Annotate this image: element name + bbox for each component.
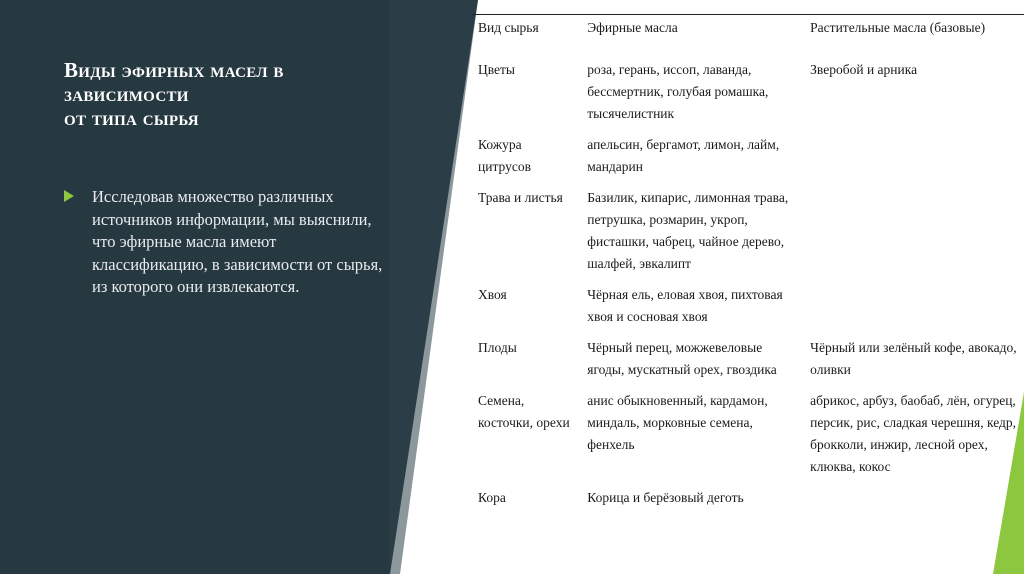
cell-essential-oils: Корица и берёзовый деготь [587, 490, 744, 505]
table-header-row [472, 15, 1024, 60]
cell-essential-oils: роза, герань, иссоп, лаванда, бессмертник, голубая ромашка, тысячелистник [587, 62, 769, 121]
cell-base-oils: Чёрный или зелёный кофе, авокадо, оливки [810, 340, 1017, 377]
header-base-oils: Растительные масла (базовые) [804, 15, 1024, 60]
title-line: от типа сырья [64, 106, 199, 130]
oils-table [472, 14, 1024, 518]
header-raw-material: Вид сырья [472, 15, 581, 60]
cell-base-oils [804, 134, 1024, 187]
slanted-panel-shade [390, 0, 478, 574]
title-line: Виды эфирных масел в [64, 58, 284, 82]
cell-essential-oils: анис обыкновенный, кардамон, миндаль, морковные семена, фенхель [587, 393, 768, 452]
cell-essential-oils: Чёрный перец, можжевеловые ягоды, мускатный орех, гвоздика [587, 340, 777, 377]
table-row [472, 487, 1024, 518]
cell-raw-material: Трава и листья [478, 190, 563, 205]
cell-raw-material: Цветы [478, 62, 516, 77]
slide-title [64, 58, 384, 130]
cell-raw-material: Кора [478, 490, 506, 505]
table-row [472, 187, 1024, 284]
cell-raw-material: Семена, косточки, орехи [478, 393, 570, 430]
cell-raw-material: Хвоя [478, 287, 507, 302]
cell-base-oils [804, 487, 1024, 518]
table-row [472, 59, 1024, 134]
table-row [472, 134, 1024, 187]
triangle-bullet-icon [64, 190, 74, 202]
cell-raw-material: Плоды [478, 340, 517, 355]
table-row [472, 337, 1024, 390]
title-line: зависимости [64, 82, 189, 106]
cell-base-oils [804, 187, 1024, 284]
table-row [472, 284, 1024, 337]
cell-essential-oils: апельсин, бергамот, лимон, лайм, мандарин [587, 137, 780, 174]
cell-base-oils: Зверобой и арника [810, 62, 918, 77]
cell-base-oils [804, 284, 1024, 337]
table-row [472, 390, 1024, 487]
cell-base-oils: абрикос, арбуз, баобаб, лён, огурец, персик, рис, сладкая черешня, кедр, брокколи, инжир, лесной орех, клюква, кокос [810, 393, 1017, 474]
cell-raw-material: Кожура цитрусов [478, 137, 531, 174]
bullet-item [64, 186, 384, 299]
cell-essential-oils: Базилик, кипарис, лимонная трава, петрушка, розмарин, укроп, фисташки, чабрец, чайное дерево, шалфей, эвкалипт [587, 190, 789, 271]
bullet-text: Исследовав множество различных источников информации, мы выяснили, что эфирные масла имеют классификацию, в зависимости от сырья, из которого они извлекаются. [92, 187, 383, 296]
cell-essential-oils: Чёрная ель, еловая хвоя, пихтовая хвоя и сосновая хвоя [587, 287, 783, 324]
header-essential-oils: Эфирные масла [581, 15, 804, 60]
